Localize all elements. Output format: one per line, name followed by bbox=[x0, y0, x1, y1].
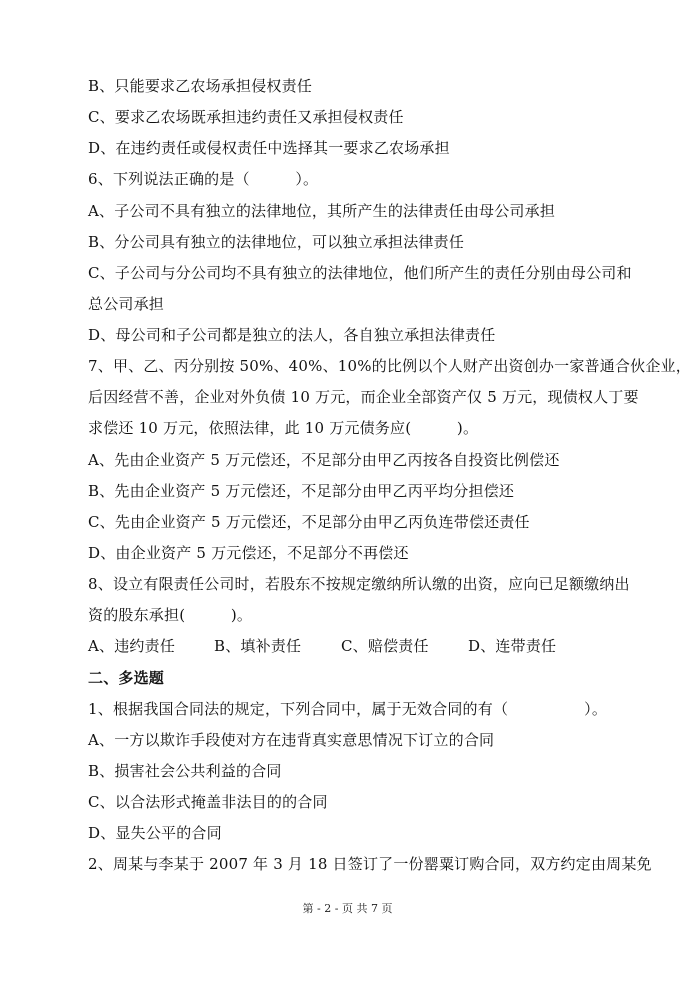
q8-option-a: A、违约责任 bbox=[88, 637, 176, 655]
option-line: C、先由企业资产 5 万元偿还，不足部分由甲乙丙负连带偿还责任 bbox=[88, 513, 530, 531]
option-line: A、子公司不具有独立的法律地位，其所产生的法律责任由母公司承担 bbox=[88, 202, 556, 220]
option-line: B、先由企业资产 5 万元偿还，不足部分由甲乙丙平均分担偿还 bbox=[88, 482, 515, 500]
option-line: D、由企业资产 5 万元偿还，不足部分不再偿还 bbox=[88, 544, 409, 562]
question-line: 2、周某与李某于 2007 年 3 月 18 日签订了一份罂粟订购合同，双方约定由周某免 bbox=[88, 855, 652, 873]
option-line: B、分公司具有独立的法律地位，可以独立承担法律责任 bbox=[88, 233, 465, 251]
option-line: A、一方以欺诈手段使对方在违背真实意思情况下订立的合同 bbox=[88, 731, 495, 749]
q8-option-b: B、填补责任 bbox=[214, 637, 302, 655]
q8-options-row bbox=[88, 636, 556, 656]
question-line-continuation: 求偿还 10 万元，依照法律，此 10 万元债务应( )。 bbox=[88, 419, 479, 437]
question-line: 7、甲、乙、丙分别按 50%、40%、10%的比例以个人财产出资创办一家普通合伙企业， bbox=[88, 357, 691, 375]
option-line: A、先由企业资产 5 万元偿还，不足部分由甲乙丙按各自投资比例偿还 bbox=[88, 451, 560, 469]
q8-option-d: D、连带责任 bbox=[468, 637, 557, 655]
option-line: D、显失公平的合同 bbox=[88, 824, 222, 842]
section-heading: 二、多选题 bbox=[88, 669, 165, 687]
option-line: D、母公司和子公司都是独立的法人，各自独立承担法律责任 bbox=[88, 326, 496, 344]
question-line-continuation: 后因经营不善，企业对外负债 10 万元，而企业全部资产仅 5 万元，现债权人丁要 bbox=[88, 388, 639, 406]
q8-option-c: C、赔偿责任 bbox=[341, 637, 429, 655]
question-line-continuation: 资的股东承担( )。 bbox=[88, 606, 253, 624]
option-line-continuation: 总公司承担 bbox=[88, 295, 165, 313]
question-line: 1、根据我国合同法的规定，下列合同中，属于无效合同的有（ ）。 bbox=[88, 700, 608, 718]
option-line: B、损害社会公共利益的合同 bbox=[88, 762, 282, 780]
option-line: C、子公司与分公司均不具有独立的法律地位，他们所产生的责任分别由母公司和 bbox=[88, 264, 632, 282]
option-line: B、只能要求乙农场承担侵权责任 bbox=[88, 77, 313, 95]
question-line: 6、下列说法正确的是（ ）。 bbox=[88, 170, 319, 188]
option-line: C、以合法形式掩盖非法目的的合同 bbox=[88, 793, 328, 811]
option-line: C、要求乙农场既承担违约责任又承担侵权责任 bbox=[88, 108, 404, 126]
page-footer: 第 - 2 - 页 共 7 页 bbox=[302, 902, 393, 915]
option-line: D、在违约责任或侵权责任中选择其一要求乙农场承担 bbox=[88, 139, 450, 157]
question-line: 8、设立有限责任公司时，若股东不按规定缴纳所认缴的出资，应向已足额缴纳出 bbox=[88, 575, 630, 593]
